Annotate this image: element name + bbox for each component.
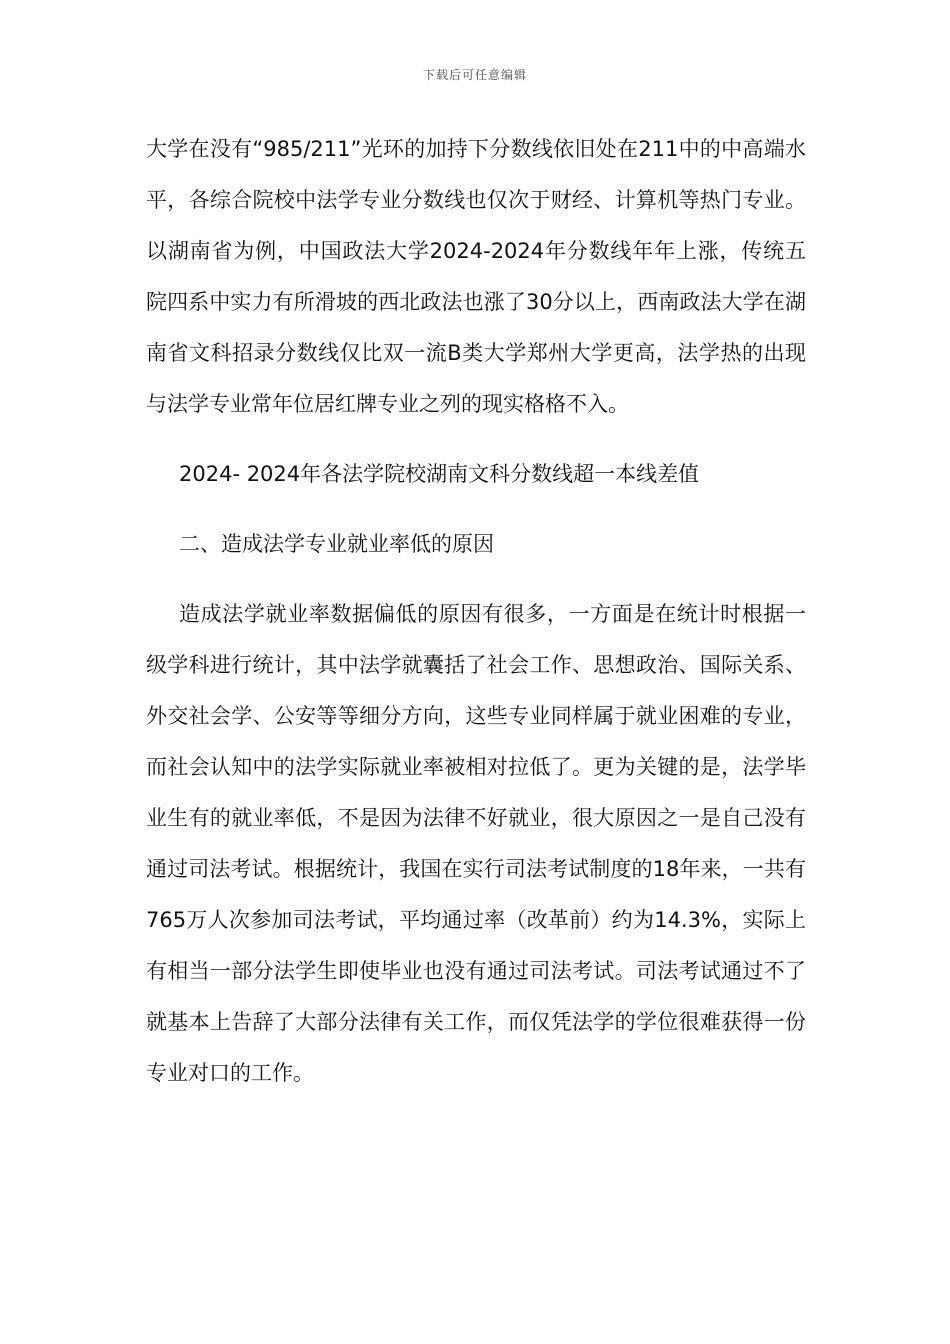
figure-caption: 2024- 2024年各法学院校湖南文科分数线超一本线差值 [179, 462, 700, 486]
paragraph-score-trends: 大学在没有“985/211”光环的加持下分数线依旧处在211中的中高端水平，各综合院校中法学专业分数线也仅次于财经、计算机等热门专业。以湖南省为例，中国政法大学2024-2024年分数线年年上涨，传统五院四系中实力有所滑坡的西北政法也涨了30分以上，西南政法大学在湖南省文科招录分数线仅比双一流B类大学郑州大学更高，法学热的出现与法学专业常年位居红牌专业之列的现实格格不入。 [146, 137, 806, 416]
paragraph-employment-reasons: 造成法学就业率数据偏低的原因有很多，一方面是在统计时根据一级学科进行统计，其中法学就囊括了社会工作、思想政治、国际关系、外交社会学、公安等等细分方向，这些专业同样属于就业困难的专业，而社会认知中的法学实际就业率被相对拉低了。更为关键的是，法学毕业生有的就业率低，不是因为法律不好就业，很大原因之一是自己没有通过司法考试。根据统计，我国在实行司法考试制度的18年来，一共有765万人次参加司法考试，平均通过率（改革前）约为14.3%，实际上有相当一部分法学生即使毕业也没有通过司法考试。司法考试通过不了就基本上告辞了大部分法律有关工作，而仅凭法学的学位很难获得一份专业对口的工作。 [146, 602, 806, 1085]
page-header: 下载后可任意编辑 [422, 68, 527, 82]
section-heading: 二、造成法学专业就业率低的原因 [179, 532, 494, 556]
document-body [146, 124, 806, 1099]
